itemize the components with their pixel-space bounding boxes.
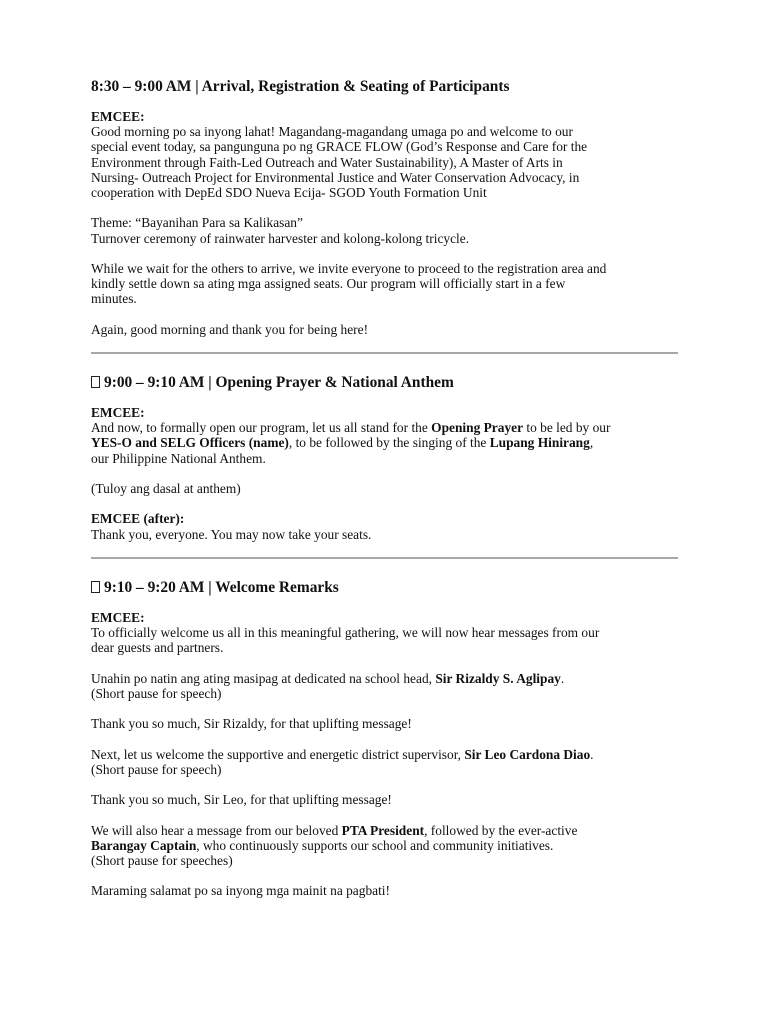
- paragraph-line: Environment through Faith-Led Outreach and Water Sustainability), A Master of Arts in: [91, 154, 563, 170]
- text-run: , followed by the ever-active: [424, 822, 578, 838]
- text-run: And now, to formally open our program, let us all stand for the: [91, 420, 432, 436]
- stage-note: (Tuloy ang dasal at anthem): [91, 481, 241, 496]
- emphasis-pta-president: PTA President: [341, 822, 425, 838]
- emphasis-opening-prayer: Opening Prayer: [431, 420, 524, 436]
- document-page: [91, 78, 681, 899]
- paragraph-line: special event today, sa pangunguna po ng GRACE FLOW (God’s Response and Care for the: [91, 139, 588, 155]
- emphasis-school-head: Sir Rizaldy S. Aglipay: [435, 670, 561, 686]
- paragraph-line: While we wait for the others to arrive, we invite everyone to proceed to the registration area and: [91, 261, 607, 276]
- paragraph-line: [91, 671, 681, 686]
- turnover-line: Turnover ceremony of rainwater harvester and kolong-kolong tricycle.: [91, 230, 470, 246]
- section-heading-row: [91, 579, 681, 597]
- paragraph-line: Thank you so much, Sir Leo, for that uplifting message!: [91, 792, 392, 808]
- paragraph-line: dear guests and partners.: [91, 640, 224, 656]
- text-run: .: [590, 746, 594, 762]
- text-run: We will also hear a message from our beloved: [91, 822, 342, 838]
- text-run: Unahin po natin ang ating masipag at dedicated na school head,: [91, 670, 436, 686]
- paragraph-line: our Philippine National Anthem.: [91, 450, 266, 466]
- paragraph-line: Good morning po sa inyong lahat! Magandang-magandang umaga po and welcome to our: [91, 124, 573, 140]
- paragraph-line: cooperation with DepEd SDO Nueva Ecija- SGOD Youth Formation Unit: [91, 185, 487, 201]
- paragraph-line: Thank you, everyone. You may now take your seats.: [91, 526, 372, 542]
- paragraph-line: [91, 823, 681, 838]
- stage-note: (Short pause for speeches): [91, 852, 233, 868]
- section-heading: 9:00 – 9:10 AM | Opening Prayer & National Anthem: [104, 374, 454, 391]
- paragraph-line: To officially welcome us all in this meaningful gathering, we will now hear messages from our: [91, 625, 600, 640]
- text-run: Next, let us welcome the supportive and energetic district supervisor,: [91, 746, 465, 762]
- emcee-label: EMCEE:: [91, 405, 145, 420]
- stage-note: (Short pause for speech): [91, 761, 222, 777]
- text-run: ,: [589, 435, 594, 451]
- section-arrival: [91, 78, 681, 337]
- emcee-after-label: EMCEE (after):: [91, 511, 185, 527]
- paragraph-line: Thank you so much, Sir Rizaldy, for that uplifting message!: [91, 716, 412, 732]
- closing-line: Maraming salamat po sa inyong mga mainit na pagbati!: [91, 883, 390, 899]
- emcee-label: EMCEE:: [91, 609, 145, 625]
- closing-line: Again, good morning and thank you for being here!: [91, 321, 369, 337]
- paragraph-line: Nursing- Outreach Project for Environmental Justice and Water Conservation Advocacy, in: [91, 169, 580, 185]
- text-run: , who continuously supports our school and community initiatives.: [196, 837, 554, 853]
- emphasis-supervisor: Sir Leo Cardona Diao: [464, 746, 591, 762]
- paragraph-line: [91, 435, 681, 450]
- emphasis-officers: YES-O and SELG Officers (name): [91, 435, 289, 451]
- theme-line: Theme: “Bayanihan Para sa Kalikasan”: [91, 215, 303, 231]
- emphasis-barangay-captain: Barangay Captain: [91, 837, 197, 853]
- paragraph-line: [91, 838, 681, 853]
- paragraph-line: minutes.: [91, 291, 137, 307]
- missing-glyph-icon: [91, 581, 100, 593]
- text-run: to be led by our: [523, 420, 611, 436]
- section-opening-prayer: [91, 374, 681, 542]
- paragraph-line: [91, 747, 681, 762]
- emphasis-lupang-hinirang: Lupang Hinirang: [489, 435, 590, 451]
- paragraph-line: [91, 420, 681, 435]
- section-welcome-remarks: [91, 579, 681, 899]
- section-heading-row: [91, 374, 681, 392]
- text-run: .: [560, 670, 565, 686]
- missing-glyph-icon: [91, 376, 100, 388]
- emcee-label: EMCEE:: [91, 109, 145, 124]
- paragraph-line: kindly settle down sa ating mga assigned seats. Our program will officially start in a few: [91, 276, 566, 292]
- stage-note: (Short pause for speech): [91, 685, 222, 701]
- section-heading: 9:10 – 9:20 AM | Welcome Remarks: [104, 578, 339, 596]
- text-run: , to be followed by the singing of the: [288, 435, 490, 451]
- section-heading: 8:30 – 9:00 AM | Arrival, Registration & Seating of Participants: [91, 78, 510, 95]
